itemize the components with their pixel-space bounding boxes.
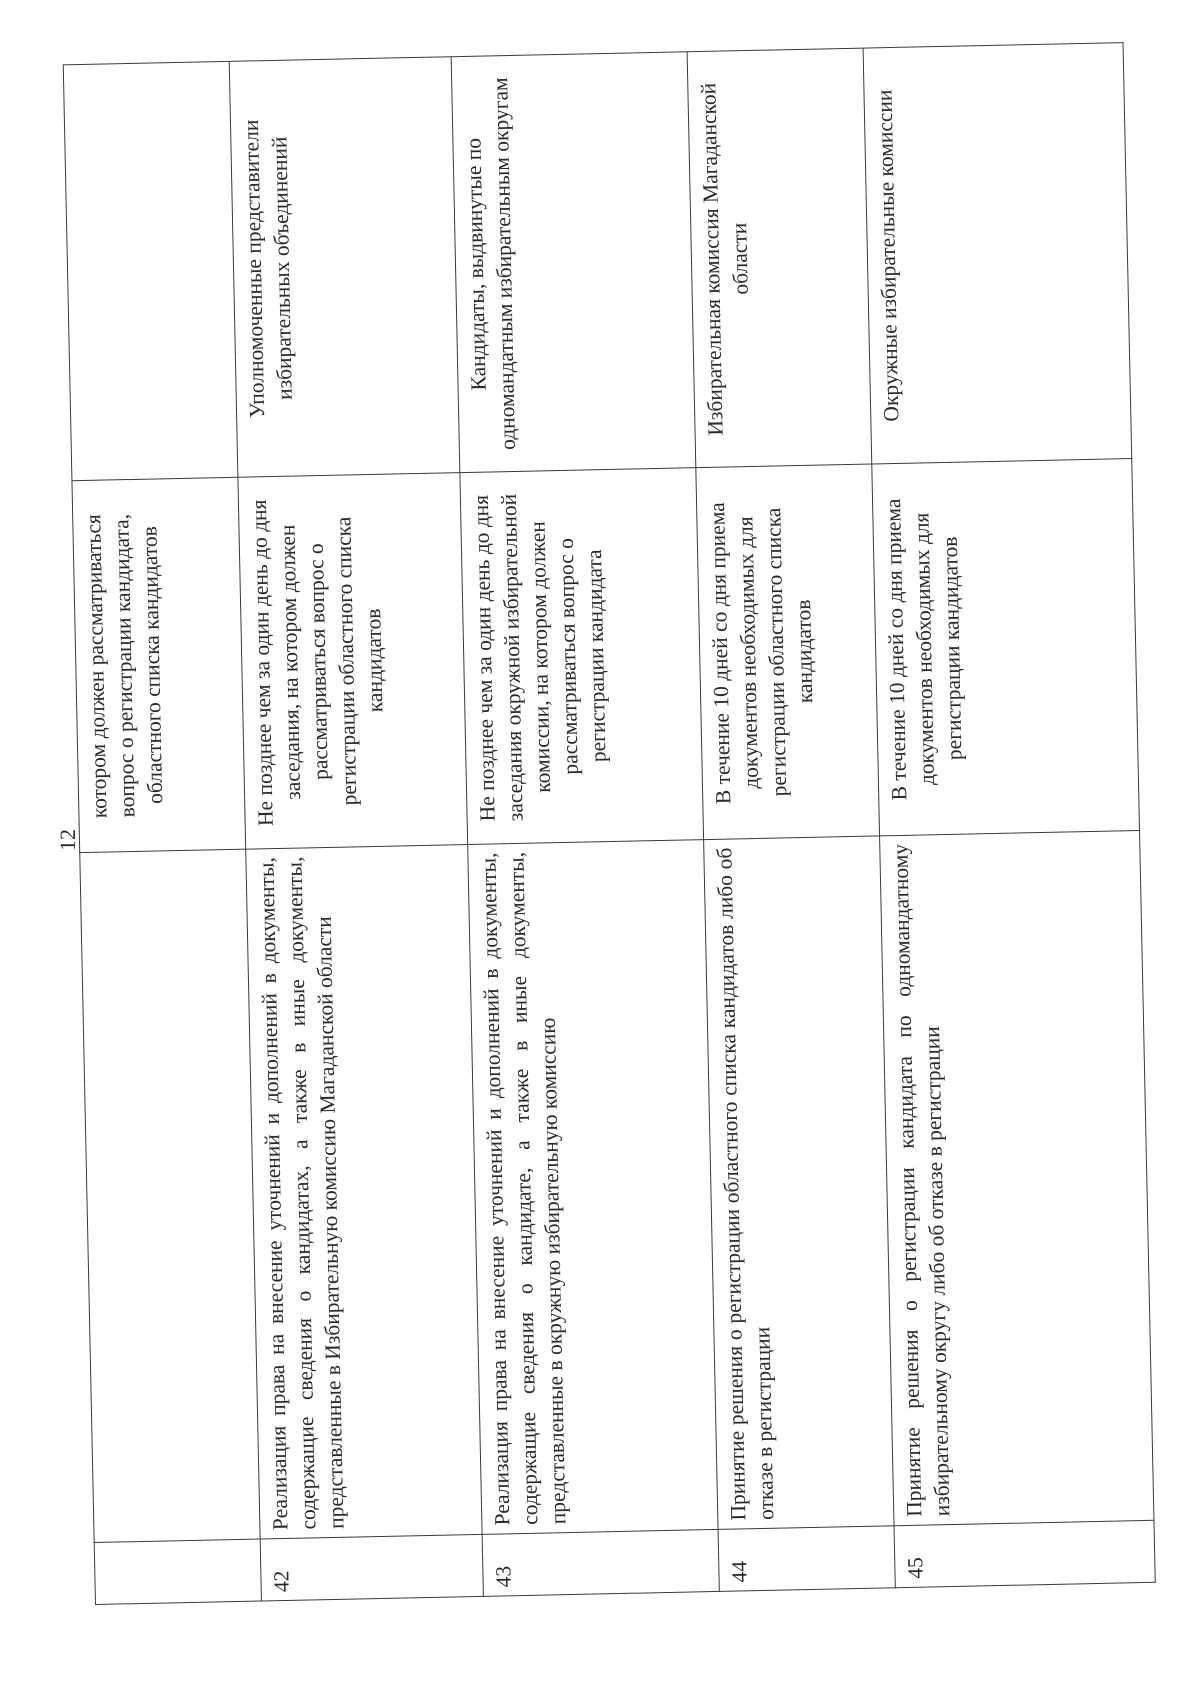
executor-cell: Избирательная комиссия Магаданской области xyxy=(687,48,872,468)
page-number: 12 xyxy=(55,829,80,851)
executor-cell: Окружные избирательные комиссии xyxy=(863,43,1132,464)
table-row-43 xyxy=(451,52,719,1597)
executor-cell: Кандидаты, выдвинутые по одномандатным избирательным округам xyxy=(451,52,696,473)
event-cell: Принятие решения о регистрации кандидата по одномандатному избирательному округу либо об отказе в регистрации xyxy=(880,830,1154,1525)
executor-cell: Уполномоченные представители избирательных объединений xyxy=(229,57,460,478)
table-row-42 xyxy=(229,57,483,1601)
rotated-table-frame xyxy=(63,43,1155,1605)
table-row-44 xyxy=(687,48,895,1591)
row-number-cell: 45 xyxy=(894,1520,1155,1587)
row-number-cell: 43 xyxy=(482,1529,719,1596)
deadline-cell: Не позднее чем за один день до дня заседания окружной избирательной комиссии, на котором должен рассматриваться вопрос о регистрации кандидата xyxy=(460,468,704,845)
event-cell: Реализация права на внесение уточнений и дополнений в документы, содержащие сведения о кандидатах, а также в иные документы, представленные в Избирательную комиссию Магаданской области xyxy=(246,845,482,1539)
deadline-cell: Не позднее чем за один день до дня заседания, на котором должен рассматриваться вопрос о регистрации областного списка кандидатов xyxy=(238,473,468,850)
table-row-continuation xyxy=(63,61,261,1604)
event-cell xyxy=(80,849,260,1542)
row-number-cell: 44 xyxy=(718,1526,895,1592)
deadline-cell: В течение 10 дней со дня приема документов необходимых для регистрации кандидатов xyxy=(872,459,1140,836)
table-row-45 xyxy=(863,43,1155,1588)
event-cell: Реализация права на внесение уточнений и дополнений в документы, содержащие сведения о кандидате, а также в иные документы, представленные в окружную избирательную комиссию xyxy=(468,840,718,1535)
executor-cell xyxy=(63,61,238,480)
event-cell: Принятие решения о регистрации областного списка кандидатов либо об отказе в регистрации xyxy=(704,836,894,1530)
deadline-cell: В течение 10 дней со дня приема документов необходимых для регистрации областного списка кандидатов xyxy=(696,464,880,840)
deadline-cell: котором должен рассматриваться вопрос о регистрации кандидата, областного списка кандидатов xyxy=(72,477,246,852)
schedule-table xyxy=(63,42,1156,1605)
row-number-cell: 42 xyxy=(260,1534,483,1601)
row-number-cell xyxy=(94,1539,261,1604)
